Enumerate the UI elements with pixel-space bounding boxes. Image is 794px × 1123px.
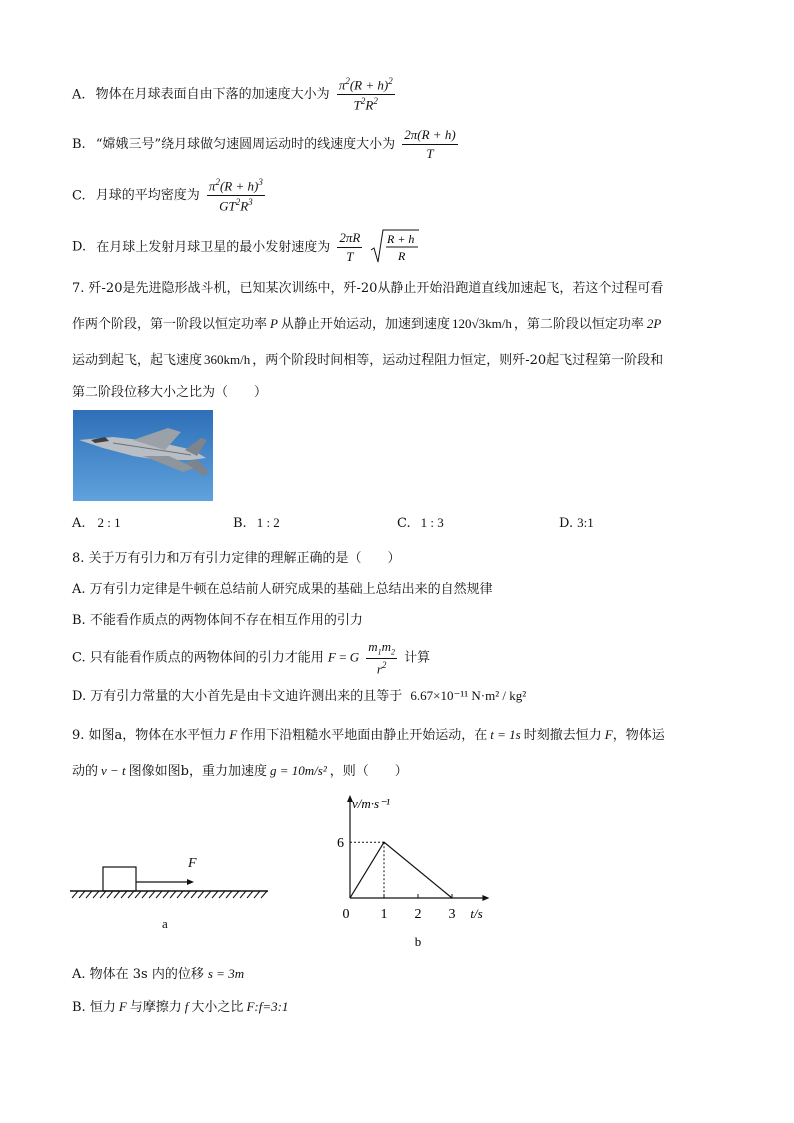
q6-option-a-text: 物体在月球表面自由下落的加速度大小为 [95, 87, 330, 103]
q8-option-d [72, 685, 526, 704]
q6-option-d-sqrt [370, 228, 420, 266]
q9-option-b-text: 大小之比 [191, 1000, 244, 1015]
x-tick-label-2: 2 [414, 907, 422, 922]
q8-option-a: A. 万有引力定律是牛顿在总结前人研究成果的基础上总结出来的自然规律 [72, 582, 493, 597]
q6-option-d-formula-frac: $\frac{2\pi R}{T}$ [339, 229, 361, 264]
q6-option-d [72, 228, 420, 266]
y-tick-label-6: 6 [337, 836, 344, 852]
q6-option-a [72, 76, 398, 114]
y-axis-label: v/m·s⁻¹ [352, 796, 390, 811]
q6-option-b [72, 127, 461, 162]
q9-force-symbol: F [604, 727, 613, 742]
q7-text: 从静止开始运动，加速到速度 [280, 317, 450, 332]
q9-stem-line2 [72, 760, 408, 779]
q9-option-b-ratio: F:f=3:1 [246, 999, 289, 1014]
q6-option-d-label: D. [72, 239, 87, 255]
q9-friction-symbol: f [184, 999, 189, 1014]
q7-option-text: 2 : 1 [97, 515, 121, 530]
svg-text:R: R [397, 249, 405, 263]
q6-option-b-label: B. [72, 137, 86, 152]
q7-stem-line3 [72, 349, 663, 368]
q6-option-b-text: “嫦娥三号”绕月球做匀速圆周运动时的线速度大小为 [95, 137, 396, 152]
q7-text: ，第二阶段以恒定功率 [513, 317, 644, 332]
q7-power1: P [270, 316, 278, 331]
q6-option-b-formula: $\frac{2\pi(R + h)}{T}$ [404, 127, 456, 161]
x-tick-label-1: 1 [380, 907, 388, 922]
x-axis-label: t/s [470, 906, 483, 921]
q9-gravity: g = 10m/s² [270, 763, 327, 778]
velocity-series-line [350, 842, 452, 898]
svg-text:R + h: R + h [386, 232, 414, 246]
q8-option-d-text: D. 万有引力常量的大小首先是由卡文迪许测出来的且等于 [72, 689, 403, 704]
q6-option-a-formula: $\frac{\pi^2(R + h)^2}{T^2R^2}$ [338, 76, 393, 113]
q7-option-label: B. [233, 516, 247, 531]
q7-option-text: 3:1 [577, 515, 594, 530]
q9-figure-a-caption: a [162, 916, 168, 931]
q9-figure-b-caption: b [414, 934, 422, 949]
q9-text: 动的 [72, 764, 99, 779]
q9-figure-a-drawing [70, 850, 280, 910]
q6-option-c-formula: $\frac{\pi^2(R + h)^3}{GT^2R^3}$ [208, 177, 263, 214]
q9-option-a-value: s = 3m [207, 966, 245, 981]
q8-option-c [72, 639, 430, 677]
q9-text: 作用下沿粗糙水平地面由静止开始运动，在 [240, 728, 488, 743]
q7-option-b [233, 515, 280, 531]
force-arrowhead [187, 879, 194, 885]
q7-option-label: A. [72, 516, 86, 531]
q8-gravity-formula: F = G $\frac{m_1m_2}{r^2}$ [327, 639, 395, 676]
q8-option-b: B. 不能看作质点的两物体间不存在相互作用的引力 [72, 613, 363, 628]
q9-figure-b [330, 790, 500, 950]
q7-speed2: 360km/h [204, 352, 251, 367]
ground-hatching [72, 891, 267, 898]
vt-chart [330, 790, 500, 950]
q9-text: 图像如图b，重力加速度 [128, 764, 267, 779]
q9-force-symbol: F [118, 999, 127, 1014]
q7-power2: 2P [646, 316, 662, 331]
q6-option-c-text: 月球的平均密度为 [95, 188, 200, 204]
q7-stem-line4: 第二阶段位移大小之比为（ ） [72, 385, 268, 400]
q7-option-d [559, 515, 594, 531]
q8-gravitational-constant: 6.67×10⁻¹¹ N·m² / kg² [410, 688, 527, 703]
q9-text: ，则（ ） [329, 764, 408, 779]
q7-jet-photo [73, 410, 213, 501]
q9-option-a [72, 963, 244, 982]
q9-option-b-text: B. 恒力 [72, 1000, 116, 1015]
q9-text: ，物体运 [612, 728, 665, 743]
q7-text: ，两个阶段时间相等，运动过程阻力恒定，则歼-20起飞过程第一阶段和 [252, 353, 664, 368]
q6-option-a-label: A. [72, 87, 86, 103]
q9-figure-a-force-label: F [188, 856, 197, 871]
x-tick-label-0: 0 [342, 907, 350, 922]
q9-text: 时刻撤去恒力 [523, 728, 602, 743]
q7-option-text: 1 : 2 [256, 515, 280, 530]
q7-option-text: 1 : 3 [420, 515, 444, 530]
q8-stem: 8. 关于万有引力和万有引力定律的理解正确的是（ ） [72, 551, 401, 566]
q9-figure-a [70, 850, 280, 940]
q7-stem-line2 [72, 313, 661, 332]
q6-option-d-text: 在月球上发射月球卫星的最小发射速度为 [96, 239, 331, 255]
q7-option-a [72, 515, 121, 531]
q9-option-a-text: A. 物体在 3s 内的位移 [72, 967, 204, 982]
q7-text: 作两个阶段，第一阶段以恒定功率 [72, 317, 268, 332]
q7-option-label: D. [559, 516, 574, 531]
q6-option-c [72, 177, 268, 215]
block-shape [103, 867, 136, 891]
q7-option-label: C. [397, 516, 411, 531]
q9-vt: v − t [101, 763, 126, 778]
q7-text: 运动到起飞，起飞速度 [72, 353, 203, 368]
q9-option-b-text: 与摩擦力 [129, 1000, 182, 1015]
q9-option-b [72, 996, 288, 1015]
q9-time: t = 1s [490, 727, 521, 742]
q7-stem-line1: 7. 歼-20是先进隐形战斗机，已知某次训练中，歼-20从静止开始沿跑道直线加速起飞，若这个过程可看 [72, 281, 664, 296]
q9-stem-line1 [72, 724, 665, 743]
q7-option-c [397, 515, 444, 531]
q9-text: 9. 如图a，物体在水平恒力 [72, 728, 227, 743]
q7-speed1: 120√3km/h [451, 316, 512, 331]
q9-force-symbol: F [229, 727, 238, 742]
q8-option-c-tail: 计算 [404, 650, 431, 666]
q6-option-c-label: C. [72, 188, 86, 204]
x-axis-arrowhead [482, 895, 489, 901]
x-tick-label-3: 3 [448, 907, 456, 922]
q8-option-c-text: C. 只有能看作质点的两物体间的引力才能用 [72, 650, 324, 666]
